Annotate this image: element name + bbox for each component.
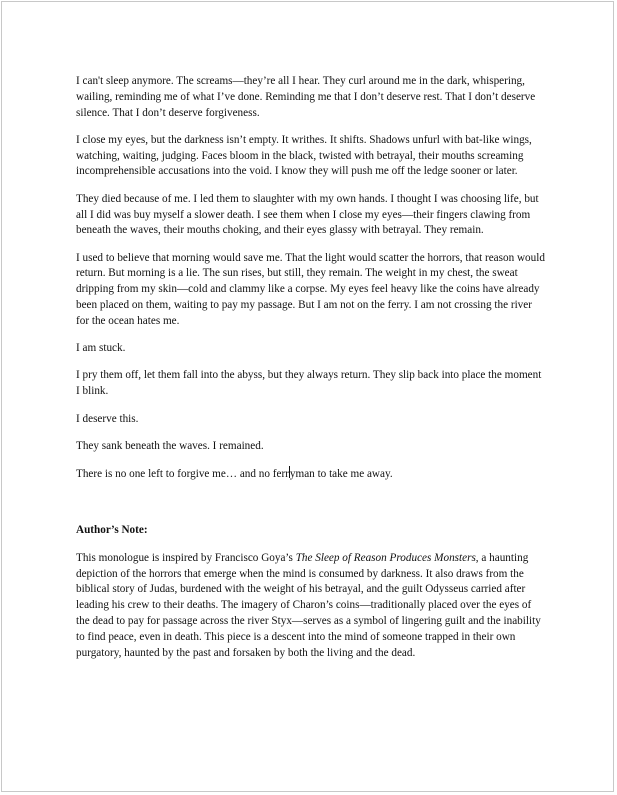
monologue-paragraph-5: I am stuck. xyxy=(76,342,126,355)
final-line-start: There is no one left to forgive me… and no ferr xyxy=(76,468,289,481)
monologue-paragraph-6: I pry them off, let them fall into the abyss, but they always return. They slip back into place the moment I blink. xyxy=(76,369,542,398)
monologue-final-line xyxy=(76,466,546,483)
monologue-paragraph-8: They sank beneath the waves. I remained. xyxy=(76,439,264,452)
section-spacer xyxy=(76,494,546,523)
monologue-paragraph-7: I deserve this. xyxy=(76,412,139,425)
author-note-heading: Author’s Note: xyxy=(76,524,148,537)
monologue-paragraph-2: I close my eyes, but the darkness isn’t empty. It writhes. It shifts. Shadows unfurl with bat-like wings, watching, waiting, judging. Faces bloom in the black, twisted with betrayal, their mouths screaming incomprehensible accusations into the void. I know they will push me off the ledge sooner or later. xyxy=(76,133,532,178)
document-body[interactable] xyxy=(76,74,546,673)
final-line-end: yman to take me away. xyxy=(289,468,393,481)
author-note-text-end: , a haunting depiction of the horrors that emerge when the mind is consumed by darkness. It also draws from the biblical story of Judas, burdened with the weight of his betrayal, and the guilt Odysseus carried after leading his crew to their deaths. The imagery of Charon’s coins—traditionally placed over the eyes of the dead to pay for passage across the river Styx—serves as a symbol of lingering guilt and the inability to find peace, even in death. This piece is a descent into the mind of someone trapped in their own purgatory, haunted by the past and forsaken by both the living and the dead. xyxy=(76,551,541,659)
author-note-text-start: This monologue is inspired by Francisco Goya’s xyxy=(76,551,296,564)
author-note-paragraph xyxy=(76,551,546,662)
document-page xyxy=(1,1,614,792)
monologue-paragraph-4: I used to believe that morning would save me. That the light would scatter the horrors, that reason would return. But morning is a lie. The sun rises, but still, they remain. The weight in my chest, the sweat dripping from my skin—cold and clammy like a corpse. My eyes feel heavy like the coins have already been placed on them, waiting to pay my passage. But I am not on the ferry. I am not crossing the river for the ocean hates me. xyxy=(76,251,545,327)
monologue-paragraph-3: They died because of me. I led them to slaughter with my own hands. I thought I was choosing life, but all I did was buy myself a slower death. I see them when I close my eyes—their fingers clawing from beneath the waves, their mouths choking, and their eyes glassy with betrayal. They remain. xyxy=(76,192,539,237)
monologue-paragraph-1: I can't sleep anymore. The screams—they’re all I hear. They curl around me in the dark, whispering, wailing, reminding me of what I’ve done. Reminding me that I don’t deserve rest. That I don’t deserve silence. That I don’t deserve forgiveness. xyxy=(76,75,536,119)
artwork-title: The Sleep of Reason Produces Monsters xyxy=(295,551,476,564)
